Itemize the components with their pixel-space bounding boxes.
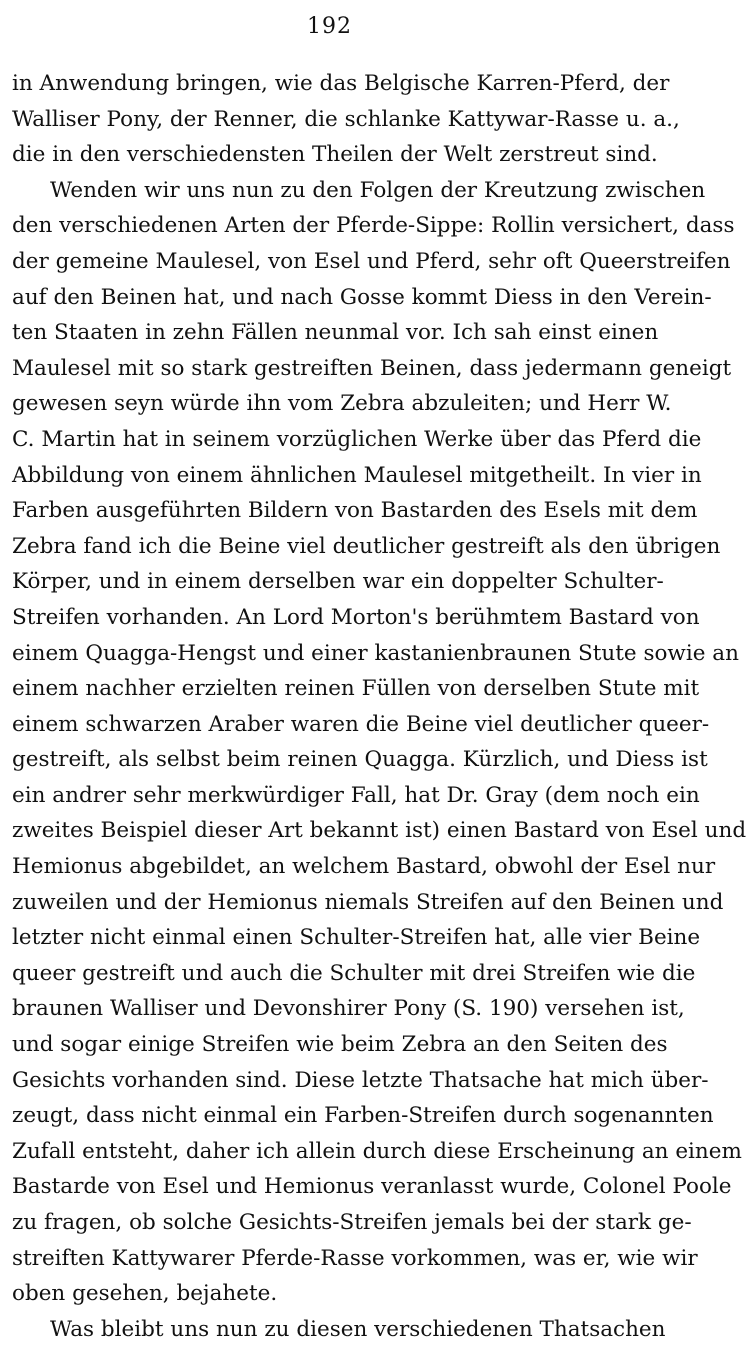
text-line: der gemeine Maulesel, von Esel und Pferd, sehr oft Queerstreifen	[12, 248, 731, 274]
text-line: zweites Beispiel dieser Art bekannt ist) einen Bastard von Esel und	[12, 818, 746, 844]
text-line: Zufall entsteht, daher ich allein durch diese Erscheinung an einem	[12, 1138, 742, 1164]
page-number: 192	[307, 14, 352, 39]
text-line: oben gesehen, bejahete.	[12, 1281, 278, 1307]
text-line: queer gestreift und auch die Schulter mit drei Streifen wie die	[12, 960, 696, 986]
text-line: Maulesel mit so stark gestreiften Beinen, dass jedermann geneigt	[12, 355, 732, 381]
text-line: Abbildung von einem ähnlichen Maulesel mitgetheilt. In vier in	[12, 462, 702, 488]
text-line: ein andrer sehr merkwürdiger Fall, hat Dr. Gray (dem noch ein	[12, 782, 700, 808]
text-line: Zebra fand ich die Beine viel deutlicher gestreift als den übrigen	[12, 533, 721, 559]
text-line: streiften Kattywarer Pferde-Rasse vorkommen, was er, wie wir	[12, 1245, 698, 1271]
text-line: zeugt, dass nicht einmal ein Farben-Streifen durch sogenannten	[12, 1103, 714, 1129]
text-line: Hemionus abgebildet, an welchem Bastard, obwohl der Esel nur	[12, 854, 716, 880]
text-line: Was bleibt uns nun zu diesen verschiedenen Thatsachen	[50, 1316, 666, 1342]
text-line: Gesichts vorhanden sind. Diese letzte Thatsache hat mich über-	[12, 1067, 709, 1093]
text-line: letzter nicht einmal einen Schulter-Streifen hat, alle vier Beine	[12, 925, 701, 951]
text-line: einem nachher erzielten reinen Füllen von derselben Stute mit	[12, 676, 700, 702]
text-line: gestreift, als selbst beim reinen Quagga. Kürzlich, und Diess ist	[12, 747, 708, 773]
text-line: und sogar einige Streifen wie beim Zebra an den Seiten des	[12, 1032, 668, 1058]
text-line: Körper, und in einem derselben war ein doppelter Schulter-	[12, 569, 664, 595]
text-line: C. Martin hat in seinem vorzüglichen Werke über das Pferd die	[12, 426, 702, 452]
text-line: zuweilen und der Hemionus niemals Streifen auf den Beinen und	[12, 889, 724, 915]
text-line: den verschiedenen Arten der Pferde-Sippe: Rollin versichert, dass	[12, 213, 735, 239]
text-line: Bastarde von Esel und Hemionus veranlasst wurde, Colonel Poole	[12, 1174, 732, 1200]
text-line: gewesen seyn würde ihn vom Zebra abzuleiten; und Herr W.	[12, 391, 672, 417]
text-line: braunen Walliser und Devonshirer Pony (S. 190) versehen ist,	[12, 996, 685, 1022]
text-line: einem schwarzen Araber waren die Beine viel deutlicher queer-	[12, 711, 710, 737]
text-line: Wenden wir uns nun zu den Folgen der Kreutzung zwischen	[50, 177, 706, 203]
text-line: Streifen vorhanden. An Lord Morton's berühmtem Bastard von	[12, 604, 700, 630]
text-line: ten Staaten in zehn Fällen neunmal vor. Ich sah einst einen	[12, 320, 659, 346]
text-line: auf den Beinen hat, und nach Gosse kommt Diess in den Verein-	[12, 284, 712, 310]
text-line: die in den verschiedensten Theilen der Welt zerstreut sind.	[12, 142, 658, 168]
text-line: in Anwendung bringen, wie das Belgische Karren-Pferd, der	[12, 71, 670, 96]
text-line: Walliser Pony, der Renner, die schlanke Kattywar-Rasse u. a.,	[12, 106, 680, 132]
text-line: zu fragen, ob solche Gesichts-Streifen jemals bei der stark ge-	[12, 1210, 692, 1235]
body-text	[12, 66, 746, 1347]
text-line: einem Quagga-Hengst und einer kastanienbraunen Stute sowie an	[12, 640, 739, 666]
text-line: Farben ausgeführten Bildern von Bastarden des Esels mit dem	[12, 498, 698, 524]
